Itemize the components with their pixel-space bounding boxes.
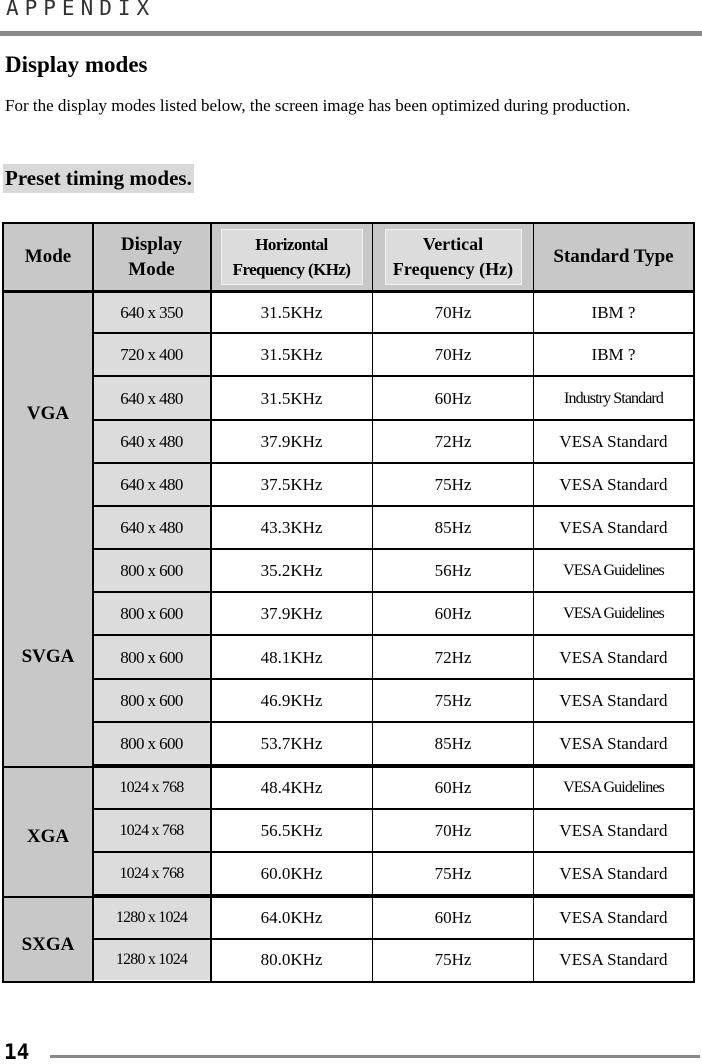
row-9-display: 800 x 600 (93, 636, 210, 679)
header-mode (4, 224, 92, 290)
row-separator (92, 375, 693, 377)
row-1-h: 31.5KHz (260, 302, 323, 322)
header-rule (0, 31, 702, 36)
row-6-display: 640 x 480 (93, 507, 210, 549)
column-divider (533, 224, 534, 981)
row-separator (92, 505, 693, 507)
row-14-display: 1024 x 768 (93, 853, 210, 895)
row-14-v: 75Hz (434, 864, 472, 883)
row-1-v: 70Hz (434, 302, 472, 322)
header-mode-label: Mode (24, 246, 72, 267)
row-2-std: IBM ? (591, 345, 636, 364)
row-8-h: 37.9KHz (260, 604, 323, 623)
row-9-v: 72Hz (434, 647, 472, 667)
row-3-std: Industry Standard (564, 389, 663, 407)
row-14-h: 60.0KHz (260, 864, 323, 883)
header-vertical (373, 224, 533, 290)
row-16-h: 80.0KHz (260, 950, 323, 969)
row-5-v: 75Hz (434, 475, 472, 494)
row-7-v: 56Hz (434, 561, 472, 580)
row-7-h: 35.2KHz (260, 561, 323, 580)
row-11-h: 53.7KHz (260, 734, 323, 753)
row-8-v: 60Hz (434, 604, 472, 623)
row-12-v: 60Hz (434, 777, 472, 797)
column-divider (210, 224, 212, 981)
group-divider (4, 896, 693, 898)
row-1-display: 640 x 350 (93, 292, 210, 333)
row-10-display: 800 x 600 (93, 680, 210, 722)
row-6-h: 43.3KHz (260, 518, 323, 537)
header-standard-type-label: Standard Type (553, 246, 674, 267)
row-2-v: 70Hz (434, 345, 472, 364)
row-16-v: 75Hz (434, 950, 472, 969)
row-separator (92, 721, 693, 723)
page-number: 14 (4, 1040, 30, 1064)
row-separator (92, 851, 693, 853)
row-11-v: 85Hz (434, 734, 472, 753)
column-divider (372, 224, 373, 981)
row-10-std: VESA Standard (559, 691, 668, 710)
row-15-h: 64.0KHz (260, 907, 323, 927)
row-13-display: 1024 x 768 (93, 810, 210, 852)
row-separator (92, 938, 693, 940)
page-title: Display modes (5, 52, 148, 77)
row-7-std: VESA Guidelines (563, 562, 664, 579)
intro-paragraph: For the display modes listed below, the screen image has been optimized during production. (5, 96, 631, 115)
row-5-h: 37.5KHz (260, 475, 323, 494)
row-6-std: VESA Standard (559, 518, 668, 537)
row-separator (92, 462, 693, 464)
row-15-display: 1280 x 1024 (93, 896, 210, 939)
row-3-h: 31.5KHz (260, 388, 323, 408)
row-13-h: 56.5KHz (260, 821, 323, 840)
section-subtitle: Preset timing modes. (3, 164, 194, 193)
group-divider (4, 290, 693, 293)
group-divider (4, 766, 693, 768)
column-divider (92, 224, 94, 981)
header-standard-type (534, 224, 693, 290)
header-horizontal (211, 224, 372, 290)
row-7-display: 800 x 600 (93, 550, 210, 592)
row-5-std: VESA Standard (559, 475, 668, 494)
row-9-std: VESA Standard (559, 647, 668, 667)
row-1-std: IBM ? (591, 302, 636, 322)
row-separator (92, 332, 693, 334)
row-separator (92, 678, 693, 680)
mode-group-label: VGA (26, 403, 70, 424)
row-separator (92, 634, 693, 636)
row-6-v: 85Hz (434, 518, 472, 537)
row-14-std: VESA Standard (559, 864, 668, 883)
header-display-mode-label: Display Mode (120, 234, 183, 280)
appendix-label: APPENDIX (6, 0, 156, 20)
mode-group-label: SXGA (21, 934, 75, 955)
row-2-display: 720 x 400 (93, 334, 210, 376)
row-11-display: 800 x 600 (93, 723, 210, 765)
row-13-v: 70Hz (434, 821, 472, 840)
row-11-std: VESA Standard (559, 734, 668, 753)
preset-timing-table (2, 222, 695, 983)
row-8-display: 800 x 600 (93, 593, 210, 635)
row-4-v: 72Hz (434, 432, 472, 451)
row-12-display: 1024 x 768 (93, 766, 210, 809)
header-horizontal-label: Horizontal Frequency (KHz) (221, 229, 363, 285)
row-separator (92, 548, 693, 550)
row-separator (92, 808, 693, 810)
row-15-v: 60Hz (434, 907, 472, 927)
row-10-h: 46.9KHz (260, 691, 323, 710)
header-display-mode (93, 224, 210, 290)
row-2-h: 31.5KHz (260, 345, 323, 364)
row-12-h: 48.4KHz (260, 777, 323, 797)
row-3-display: 640 x 480 (93, 377, 210, 420)
row-15-std: VESA Standard (559, 907, 668, 927)
mode-group-bg (4, 292, 92, 766)
row-separator (92, 419, 693, 421)
row-5-display: 640 x 480 (93, 464, 210, 506)
row-12-std: VESA Guidelines (563, 778, 664, 796)
row-4-h: 37.9KHz (260, 432, 323, 451)
row-10-v: 75Hz (434, 691, 472, 710)
row-8-std: VESA Guidelines (563, 605, 664, 622)
mode-group-label: XGA (26, 826, 70, 847)
row-16-std: VESA Standard (559, 950, 668, 969)
row-9-h: 48.1KHz (260, 647, 323, 667)
row-16-display: 1280 x 1024 (93, 940, 210, 980)
header-vertical-label: Vertical Frequency (Hz) (385, 229, 522, 285)
row-separator (92, 591, 693, 593)
row-13-std: VESA Standard (559, 821, 668, 840)
footer-rule (50, 1055, 700, 1058)
row-4-std: VESA Standard (559, 432, 668, 451)
row-3-v: 60Hz (434, 388, 472, 408)
mode-group-label: SVGA (21, 646, 75, 667)
row-4-display: 640 x 480 (93, 421, 210, 463)
